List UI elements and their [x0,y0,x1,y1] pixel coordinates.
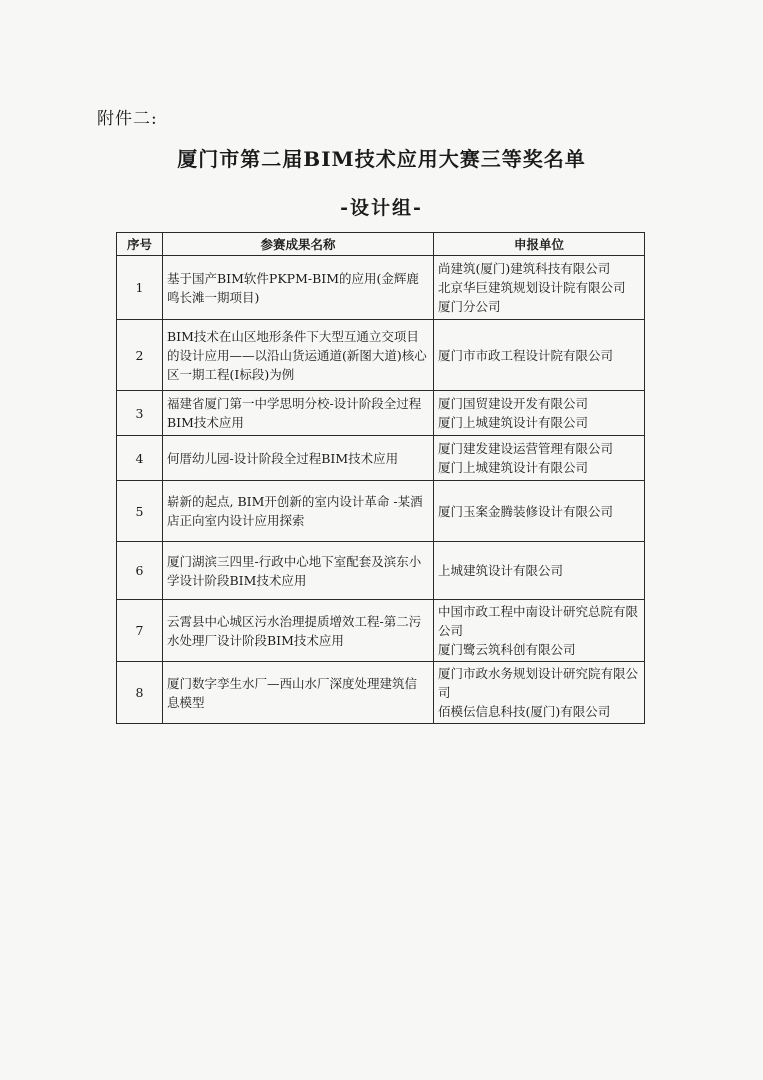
unit-line: 厦门市政水务规划设计研究院有限公司 [438,666,639,700]
header-name: 参赛成果名称 [163,233,434,256]
unit-line: 厦门国贸建设开发有限公司 [438,396,589,411]
unit-line: 尚建筑(厦门)建筑科技有限公司 [438,261,611,276]
entry-name: 云霄县中心城区污水治理提质增效工程-第二污水处理厂设计阶段BIM技术应用 [163,600,434,662]
table-row [117,436,645,481]
entry-unit [434,256,645,320]
row-number: 3 [117,391,163,436]
table-row [117,662,645,724]
entry-unit [434,662,645,724]
entry-unit [434,481,645,542]
table-row [117,256,645,320]
entry-name: 厦门湖滨三四里-行政中心地下室配套及滨东小学设计阶段BIM技术应用 [163,542,434,600]
unit-line: 厦门分公司 [438,299,501,314]
entry-unit [434,436,645,481]
entry-unit [434,391,645,436]
unit-line: 厦门上城建筑设计有限公司 [438,460,589,475]
entry-name: 何厝幼儿园-设计阶段全过程BIM技术应用 [163,436,434,481]
unit-line: 厦门鹭云筑科创有限公司 [438,642,576,657]
entry-name: 基于国产BIM软件PKPM-BIM的应用(金辉鹿鸣长滩一期项目) [163,256,434,320]
row-number: 1 [117,256,163,320]
entry-unit [434,600,645,662]
row-number: 7 [117,600,163,662]
attachment-label: 附件二: [97,109,158,129]
unit-line: 佰模伝信息科技(厦门)有限公司 [438,704,611,719]
table-header-row [117,233,645,256]
header-no: 序号 [117,233,163,256]
entry-unit [434,542,645,600]
table-row [117,542,645,600]
row-number: 5 [117,481,163,542]
row-number: 8 [117,662,163,724]
row-number: 2 [117,320,163,391]
unit-line: 北京华巨建筑规划设计院有限公司 [438,280,626,295]
table-row [117,391,645,436]
unit-line: 厦门上城建筑设计有限公司 [438,415,589,430]
unit-line: 厦门建发建设运营管理有限公司 [438,441,614,456]
entry-name: 厦门数字孪生水厂—西山水厂深度处理建筑信息模型 [163,662,434,724]
page-title: 厦门市第二届BIM技术应用大赛三等奖名单 [177,147,586,171]
header-unit: 申报单位 [434,233,645,256]
row-number: 6 [117,542,163,600]
table-row [117,320,645,391]
row-number: 4 [117,436,163,481]
table-row [117,481,645,542]
unit-line: 厦门玉案金腾装修设计有限公司 [438,503,614,519]
entry-unit [434,320,645,391]
entry-name: 福建省厦门第一中学思明分校-设计阶段全过程BIM技术应用 [163,391,434,436]
entry-name: BIM技术在山区地形条件下大型互通立交项目的设计应用——以沿山货运通道(新图大道)核心区一期工程(Ⅰ标段)为例 [163,320,434,391]
entry-name: 崭新的起点, BIM开创新的室内设计革命 -某酒店正向室内设计应用探索 [163,481,434,542]
unit-line: 厦门市市政工程设计院有限公司 [438,347,614,363]
group-subtitle: -设计组- [340,197,423,219]
unit-line: 上城建筑设计有限公司 [438,563,564,578]
unit-line: 中国市政工程中南设计研究总院有限公司 [438,604,639,638]
awards-table [116,232,645,724]
table-row [117,600,645,662]
